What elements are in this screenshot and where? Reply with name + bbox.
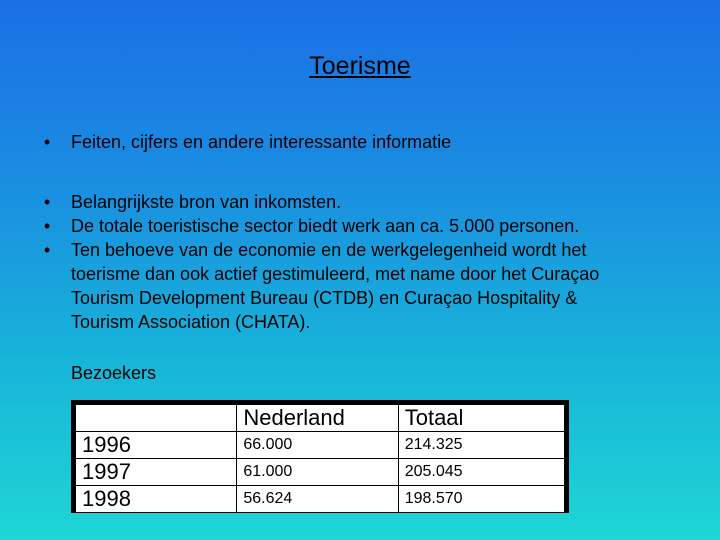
- bullet-dot: •: [44, 216, 51, 236]
- table-header-row: [76, 405, 565, 432]
- value-cell: 214.325: [398, 432, 564, 459]
- table-row: [76, 432, 565, 459]
- bullet-text: Tourism Association (CHATA).: [71, 312, 311, 332]
- visitors-table: [75, 404, 565, 513]
- table-header-cell: Totaal: [398, 405, 564, 432]
- value-cell: 198.570: [398, 486, 564, 513]
- year-cell: 1997: [76, 459, 237, 486]
- bullet-dot: •: [44, 192, 51, 212]
- bullet-text: Feiten, cijfers en andere interessante informatie: [71, 132, 452, 152]
- table-row: [76, 486, 565, 513]
- table-header-cell: [76, 405, 237, 432]
- bullet-text: toerisme dan ook actief gestimuleerd, met name door het Curaçao: [71, 264, 600, 284]
- value-cell: 205.045: [398, 459, 564, 486]
- visitors-table-frame: [71, 400, 569, 513]
- bullet-text: De totale toeristische sector biedt werk aan ca. 5.000 personen.: [71, 216, 580, 236]
- table-row: [76, 459, 565, 486]
- bullet-text: Ten behoeve van de economie en de werkgelegenheid wordt het: [71, 240, 587, 260]
- value-cell: 66.000: [237, 432, 398, 459]
- table-header-cell: Nederland: [237, 405, 398, 432]
- value-cell: 56.624: [237, 486, 398, 513]
- value-cell: 61.000: [237, 459, 398, 486]
- bullet-dot: •: [44, 240, 51, 260]
- bullet-text: Belangrijkste bron van inkomsten.: [71, 192, 342, 212]
- bullet-text: Tourism Development Bureau (CTDB) en Curaçao Hospitality &: [71, 288, 578, 308]
- slide-title: Toerisme: [309, 52, 411, 80]
- bullet-dot: •: [44, 132, 51, 152]
- visitors-subheading: Bezoekers: [71, 363, 157, 383]
- year-cell: 1998: [76, 486, 237, 513]
- year-cell: 1996: [76, 432, 237, 459]
